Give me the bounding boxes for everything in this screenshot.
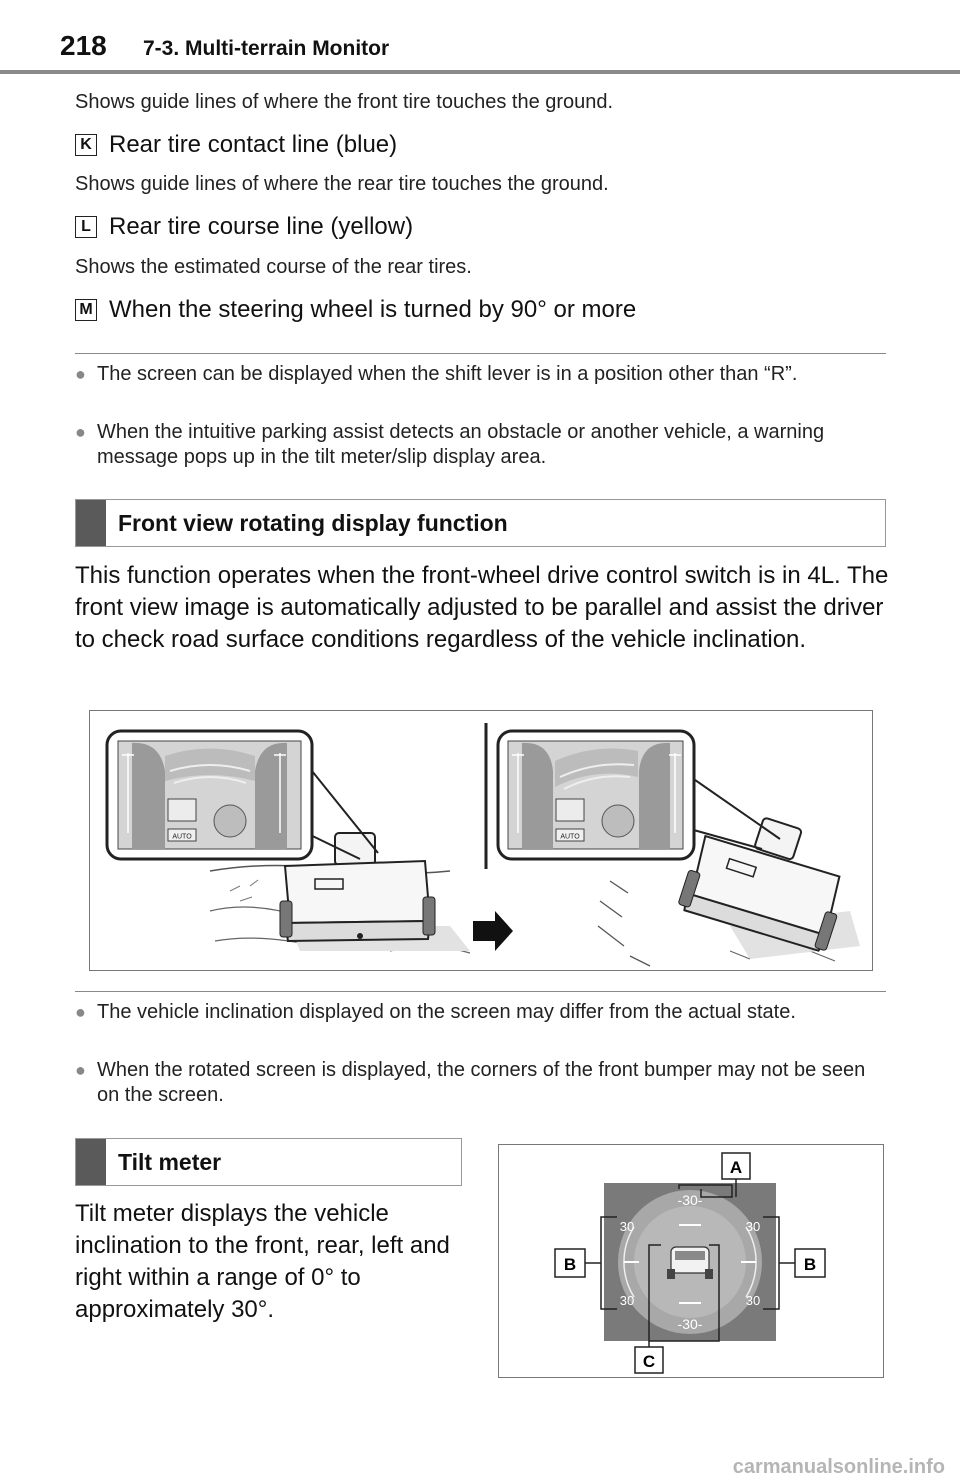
page-number: 218 bbox=[60, 30, 107, 61]
item-heading bbox=[75, 295, 636, 325]
section-body: This function operates when the front-wheel drive control switch is in 4L. The front view image is automatically adjusted to be parallel and assist the driver to check road surface conditions regardless of the vehicle inclination. bbox=[75, 562, 889, 653]
item-heading bbox=[75, 212, 413, 242]
item-title: When the steering wheel is turned by 90° or more bbox=[109, 296, 637, 323]
item-description: Shows guide lines of where the front tire touches the ground. bbox=[75, 91, 614, 113]
auto-label: AUTO bbox=[172, 833, 192, 841]
chapter-title: 7-3. Multi-terrain Monitor bbox=[143, 37, 390, 60]
section-heading bbox=[75, 1138, 462, 1186]
watermark: carmanualsonline.info bbox=[732, 1456, 945, 1478]
scale-top: -30- bbox=[677, 1192, 703, 1208]
note-text: When the intuitive parking assist detects an obstacle or another vehicle, a warning message pops up in the tilt meter/slip display area. bbox=[97, 421, 825, 468]
bullet-icon: ● bbox=[75, 1060, 86, 1080]
scene-left bbox=[107, 731, 470, 953]
bullet-icon: ● bbox=[75, 422, 86, 442]
bullet-icon: ● bbox=[75, 364, 86, 384]
scene-right bbox=[498, 731, 860, 966]
item-description: Shows the estimated course of the rear tires. bbox=[75, 256, 472, 278]
scale-top-right: 30 bbox=[745, 1219, 761, 1234]
note-text: The vehicle inclination displayed on the screen may differ from the actual state. bbox=[97, 1001, 796, 1023]
scale-bottom: -30- bbox=[677, 1316, 703, 1332]
item-description: Shows guide lines of where the rear tire touches the ground. bbox=[75, 173, 609, 195]
section-title: Front view rotating display function bbox=[118, 509, 508, 536]
letter-box: K bbox=[75, 134, 97, 156]
truck-right bbox=[677, 800, 859, 955]
section-title: Tilt meter bbox=[118, 1148, 222, 1175]
header-divider bbox=[0, 70, 960, 74]
auto-label: AUTO bbox=[560, 833, 580, 841]
note-item bbox=[75, 1058, 890, 1108]
callout-label-b-right: B bbox=[803, 1255, 817, 1274]
item-title: Rear tire course line (yellow) bbox=[109, 213, 414, 240]
letter-box: M bbox=[75, 299, 97, 321]
note-text: The screen can be displayed when the shift lever is in a position other than “R”. bbox=[97, 363, 798, 385]
rotating-display-figure bbox=[89, 710, 873, 971]
bullet-icon: ● bbox=[75, 1002, 86, 1022]
item-title: Rear tire contact line (blue) bbox=[109, 131, 398, 158]
section-bar bbox=[76, 1139, 106, 1185]
letter-box: L bbox=[75, 216, 97, 238]
note-item bbox=[75, 362, 890, 387]
note-text: When the rotated screen is displayed, the corners of the front bumper may not be seen on the screen. bbox=[97, 1059, 866, 1106]
note-item bbox=[75, 1000, 890, 1025]
section-body: Tilt meter displays the vehicle inclination to the front, rear, left and right within a range of 0° to approximately 30°. bbox=[75, 1200, 450, 1323]
item-heading bbox=[75, 130, 397, 160]
divider bbox=[75, 353, 886, 354]
section-heading bbox=[75, 499, 886, 547]
callout-label-b-left: B bbox=[563, 1255, 577, 1274]
tilt-meter-figure bbox=[498, 1144, 884, 1378]
scale-bottom-left: 30 bbox=[619, 1293, 635, 1308]
rotating-display-illustration bbox=[90, 711, 873, 971]
scale-bottom-right: 30 bbox=[745, 1293, 761, 1308]
section-bar bbox=[76, 500, 106, 546]
note-item bbox=[75, 420, 890, 470]
callout-label-c: C bbox=[642, 1352, 656, 1371]
tilt-meter-illustration bbox=[499, 1145, 884, 1378]
callout-label-a: A bbox=[729, 1158, 743, 1177]
scale-top-left: 30 bbox=[619, 1219, 635, 1234]
arrow-right-icon bbox=[473, 911, 513, 951]
divider bbox=[75, 991, 886, 992]
